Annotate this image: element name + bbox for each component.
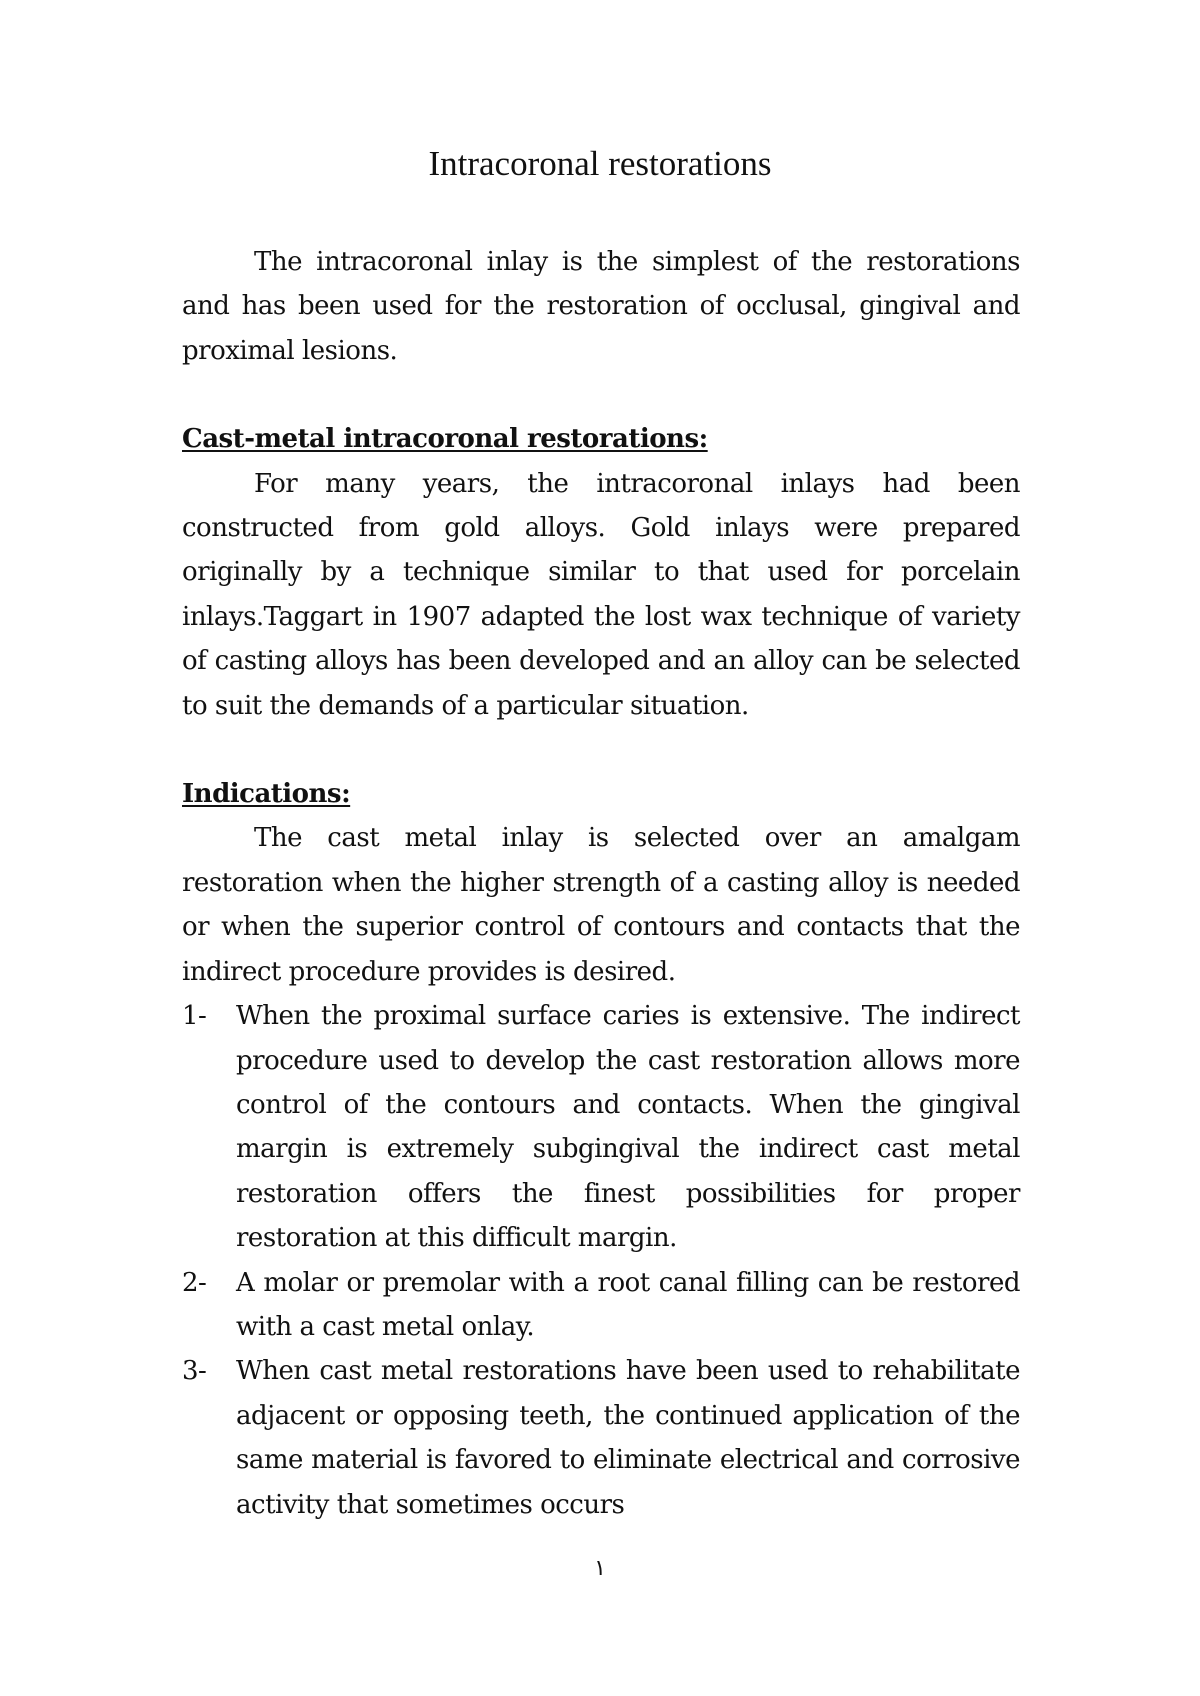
list-item-text: A molar or premolar with a root canal filling can be restored with a cast metal onlay.	[236, 1267, 1020, 1342]
spacer	[182, 373, 1020, 417]
list-item	[182, 1349, 1020, 1527]
list-item-number: 1-	[182, 1001, 207, 1032]
section-heading-cast-metal: Cast-metal intracoronal restorations:	[182, 424, 708, 455]
section-heading-indications: Indications:	[182, 779, 351, 810]
indications-list	[182, 994, 1020, 1527]
list-item-text: When cast metal restorations have been used to rehabilitate adjacent or opposing teeth, the continued application of the same material is favored to eliminate electrical and corrosive activity that sometimes occurs	[236, 1356, 1020, 1520]
list-item	[182, 994, 1020, 1260]
list-item-number: 2-	[182, 1267, 207, 1298]
list-item	[182, 1261, 1020, 1350]
intro-paragraph: The intracoronal inlay is the simplest of the restorations and has been used for the restoration of occlusal, gingival and proximal lesions.	[182, 247, 1020, 366]
list-item-text: When the proximal surface caries is extensive. The indirect procedure used to develop the cast restoration allows more control of the contours and contacts. When the gingival margin is extremely subgingival the indirect cast metal restoration offers the finest possibilities for proper restoration at this difficult margin.	[236, 1001, 1020, 1254]
spacer	[182, 728, 1020, 772]
page-title: Intracoronal restorations	[428, 144, 772, 183]
list-item-number: 3-	[182, 1356, 207, 1387]
document-body	[182, 240, 1020, 1527]
page-number: ١	[594, 1556, 606, 1581]
indications-paragraph: The cast metal inlay is selected over an amalgam restoration when the higher strength of a casting alloy is needed or when the superior control of contours and contacts that the indirect procedure provides is desired.	[182, 823, 1020, 987]
cast-metal-paragraph: For many years, the intracoronal inlays had been constructed from gold alloys. Gold inlays were prepared originally by a technique similar to that used for porcelain inlays.Taggart in 1907 adapted the lost wax technique of variety of casting alloys has been developed and an alloy can be selected to suit the demands of a particular situation.	[182, 468, 1020, 721]
